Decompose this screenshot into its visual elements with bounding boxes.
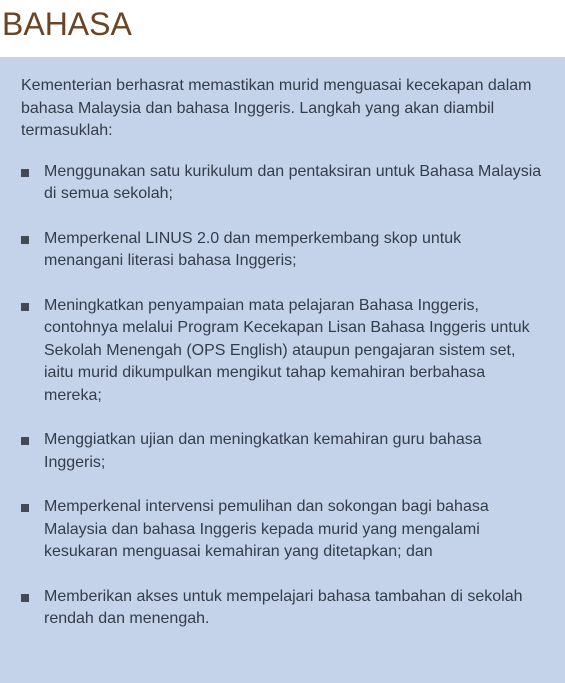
list-item xyxy=(21,429,543,474)
square-bullet-icon xyxy=(21,437,29,445)
list-item-text: Meningkatkan penyampaian mata pelajaran Bahasa Inggeris, contohnya melalui Program Kecekapan Lisan Bahasa Inggeris untuk Sekolah Menengah (OPS English) ataupun pengajaran sistem set, iaitu murid dikumpulkan mengikut tahap kemahiran berbahasa mereka; xyxy=(44,296,530,404)
content-panel xyxy=(0,57,565,683)
square-bullet-icon xyxy=(21,504,29,512)
page-title: BAHASA xyxy=(2,6,132,42)
intro-paragraph: Kementerian berhasrat memastikan murid menguasai kecekapan dalam bahasa Malaysia dan bahasa Inggeris. Langkah yang akan diambil termasuklah: xyxy=(21,77,532,139)
bullet-list xyxy=(21,161,543,631)
list-item xyxy=(21,496,543,564)
list-item xyxy=(21,161,543,206)
list-item-text: Memberikan akses untuk mempelajari bahasa tambahan di sekolah rendah dan menengah. xyxy=(44,587,523,627)
list-item-text: Menggunakan satu kurikulum dan pentaksiran untuk Bahasa Malaysia di semua sekolah; xyxy=(44,162,542,202)
square-bullet-icon xyxy=(21,169,29,177)
square-bullet-icon xyxy=(21,594,29,602)
square-bullet-icon xyxy=(21,303,29,311)
square-bullet-icon xyxy=(21,236,29,244)
list-item-text: Menggiatkan ujian dan meningkatkan kemahiran guru bahasa Inggeris; xyxy=(44,431,482,471)
list-item xyxy=(21,295,543,408)
list-item xyxy=(21,228,543,273)
list-item-text: Memperkenal LINUS 2.0 dan memperkembang skop untuk menangani literasi bahasa Inggeris; xyxy=(44,229,462,269)
list-item xyxy=(21,586,543,631)
list-item-text: Memperkenal intervensi pemulihan dan sokongan bagi bahasa Malaysia dan bahasa Inggeris kepada murid yang mengalami kesukaran menguasai kemahiran yang ditetapkan; dan xyxy=(44,498,489,560)
